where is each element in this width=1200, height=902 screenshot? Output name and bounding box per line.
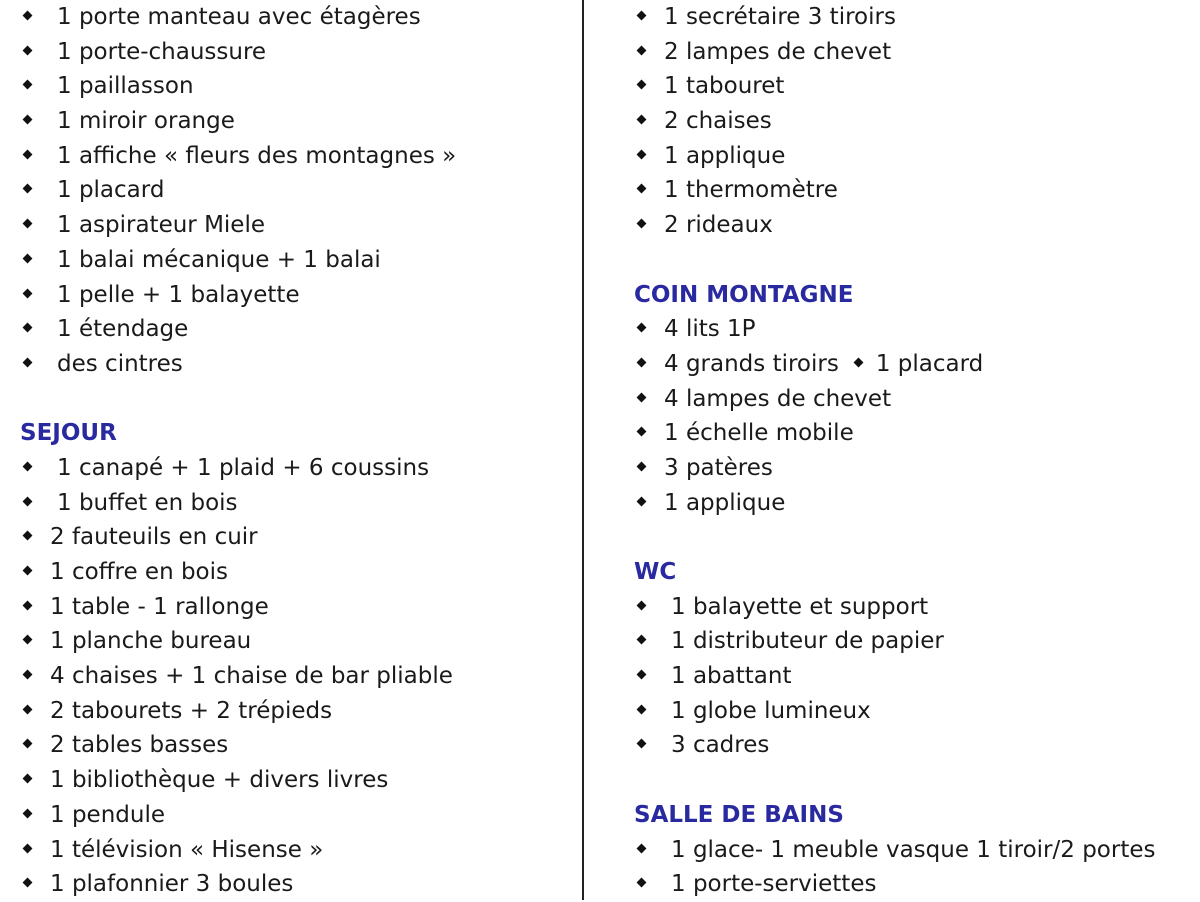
item-text: 1 placard xyxy=(875,350,984,377)
bullet-icon xyxy=(23,357,33,367)
list-item xyxy=(634,382,1194,417)
section-heading-salle-de-bains: SALLE DE BAINS xyxy=(634,801,844,828)
item-text: 1 porte-serviettes xyxy=(671,871,877,898)
item-text: 3 patères xyxy=(664,454,773,481)
item-text: 2 rideaux xyxy=(664,212,773,239)
list-item xyxy=(20,69,575,104)
bullet-icon xyxy=(23,11,33,21)
bullet-icon xyxy=(23,878,33,888)
list-item xyxy=(20,728,575,763)
item-text: 1 balayette et support xyxy=(671,593,929,620)
list-item xyxy=(20,0,575,35)
list-item xyxy=(634,208,1194,243)
bullet-icon xyxy=(23,704,33,714)
bullet-icon xyxy=(23,496,33,506)
item-text: 2 tables basses xyxy=(50,732,229,759)
list-item xyxy=(634,659,1194,694)
bullet-icon xyxy=(637,739,647,749)
list-item xyxy=(634,0,1194,35)
section-heading-wc: WC xyxy=(634,559,677,585)
bullet-icon xyxy=(23,323,33,333)
bullet-icon xyxy=(637,149,647,159)
entree-list xyxy=(20,0,575,382)
list-item xyxy=(20,35,575,70)
list-item xyxy=(20,208,575,243)
item-text: 1 planche bureau xyxy=(50,628,252,655)
section-gap xyxy=(634,763,1194,798)
list-item xyxy=(20,139,575,174)
bullet-icon xyxy=(23,774,33,784)
sejour-list xyxy=(20,451,575,902)
bullet-icon xyxy=(637,635,647,645)
bullet-icon xyxy=(23,566,33,576)
list-item xyxy=(634,867,1194,902)
item-text: 1 distributeur de papier xyxy=(671,628,944,655)
item-text: 4 chaises + 1 chaise de bar pliable xyxy=(50,663,453,690)
item-text: 1 porte-chaussure xyxy=(57,38,267,65)
list-item xyxy=(20,590,575,625)
item-text: 1 placard xyxy=(57,177,165,204)
bullet-icon xyxy=(637,704,647,714)
bullet-icon xyxy=(23,670,33,680)
bullet-icon xyxy=(23,288,33,298)
bullet-icon xyxy=(637,323,647,333)
bullet-icon xyxy=(637,843,647,853)
bullet-icon xyxy=(637,427,647,437)
bullet-icon xyxy=(23,149,33,159)
list-item xyxy=(634,35,1194,70)
list-item xyxy=(20,347,575,382)
section-gap xyxy=(20,382,575,417)
list-item xyxy=(634,173,1194,208)
list-item xyxy=(634,624,1194,659)
item-text: 1 étendage xyxy=(57,316,189,343)
item-text: 1 abattant xyxy=(671,663,792,690)
item-text: 1 miroir orange xyxy=(57,108,235,135)
list-item xyxy=(20,173,575,208)
bullet-icon xyxy=(637,80,647,90)
bullet-icon xyxy=(23,600,33,610)
bullet-icon xyxy=(637,670,647,680)
bullet-icon xyxy=(637,600,647,610)
item-text: 2 chaises xyxy=(664,108,772,135)
list-item xyxy=(20,104,575,139)
bullet-icon xyxy=(23,739,33,749)
bullet-icon xyxy=(23,461,33,471)
salle-de-bains-list xyxy=(634,833,1194,902)
bullet-icon xyxy=(23,45,33,55)
list-item xyxy=(20,451,575,486)
list-item xyxy=(20,798,575,833)
list-item xyxy=(20,763,575,798)
item-text: 1 buffet en bois xyxy=(57,489,238,516)
item-text: 1 paillasson xyxy=(57,73,194,100)
bullet-icon xyxy=(637,392,647,402)
list-item xyxy=(634,728,1194,763)
wc-list xyxy=(634,590,1194,763)
list-item xyxy=(20,312,575,347)
bullet-icon xyxy=(637,496,647,506)
item-text: 1 affiche « fleurs des montagnes » xyxy=(57,142,457,169)
item-text: 1 télévision « Hisense » xyxy=(50,836,324,863)
item-text: 1 plafonnier 3 boules xyxy=(50,871,294,898)
item-text: 1 thermomètre xyxy=(664,177,838,204)
item-text: 1 glace- 1 meuble vasque 1 tiroir/2 portes xyxy=(671,836,1156,863)
item-text: 1 applique xyxy=(664,489,786,516)
list-item xyxy=(634,69,1194,104)
bullet-icon xyxy=(23,635,33,645)
section-heading-coin-montagne: COIN MONTAGNE xyxy=(634,281,854,308)
item-text: 1 canapé + 1 plaid + 6 coussins xyxy=(57,454,430,481)
list-item xyxy=(634,486,1194,521)
item-text: 4 lits 1P xyxy=(664,316,756,343)
bullet-icon xyxy=(23,80,33,90)
item-text: 1 tabouret xyxy=(664,73,785,100)
column-divider xyxy=(582,0,584,900)
item-text: 3 cadres xyxy=(671,732,770,759)
item-text: des cintres xyxy=(57,350,183,377)
list-item xyxy=(634,347,1194,382)
item-text: 1 bibliothèque + divers livres xyxy=(50,767,389,794)
section-gap xyxy=(634,520,1194,555)
bullet-icon xyxy=(853,357,863,367)
bullet-icon xyxy=(637,357,647,367)
item-text: 1 pendule xyxy=(50,801,165,828)
bullet-icon xyxy=(637,11,647,21)
section-gap xyxy=(634,243,1194,278)
bullet-icon xyxy=(637,461,647,471)
list-item xyxy=(20,659,575,694)
item-text: 4 lampes de chevet xyxy=(664,385,892,412)
item-text: 2 tabourets + 2 trépieds xyxy=(50,697,333,724)
item-text: 1 porte manteau avec étagères xyxy=(57,4,421,30)
list-item xyxy=(634,833,1194,868)
right-column xyxy=(634,0,1194,902)
list-item xyxy=(20,278,575,313)
item-text: 2 fauteuils en cuir xyxy=(50,524,258,551)
item-text: 1 table - 1 rallonge xyxy=(50,593,269,620)
section-heading-sejour: SEJOUR xyxy=(20,420,117,447)
item-text: 1 pelle + 1 balayette xyxy=(57,281,300,308)
bullet-icon xyxy=(23,843,33,853)
list-item xyxy=(634,694,1194,729)
item-text: 1 coffre en bois xyxy=(50,559,229,585)
bullet-icon xyxy=(637,219,647,229)
item-text: 2 lampes de chevet xyxy=(664,38,892,65)
list-item xyxy=(20,624,575,659)
left-column xyxy=(20,0,575,902)
bullet-icon xyxy=(637,45,647,55)
bullet-icon xyxy=(23,531,33,541)
bedroom-list xyxy=(634,0,1194,243)
list-item xyxy=(634,590,1194,625)
bullet-icon xyxy=(23,808,33,818)
bullet-icon xyxy=(637,878,647,888)
list-item xyxy=(20,833,575,868)
list-item xyxy=(634,312,1194,347)
item-text: 1 aspirateur Miele xyxy=(57,212,265,239)
bullet-icon xyxy=(637,184,647,194)
list-item xyxy=(634,104,1194,139)
item-text: 1 applique xyxy=(664,142,786,169)
bullet-icon xyxy=(637,115,647,125)
bullet-icon xyxy=(23,115,33,125)
item-text: 4 grands tiroirs xyxy=(664,350,839,377)
list-item xyxy=(20,520,575,555)
item-text: 1 échelle mobile xyxy=(664,420,854,447)
coin-montagne-list xyxy=(634,312,1194,520)
bullet-icon xyxy=(23,184,33,194)
item-text: 1 balai mécanique + 1 balai xyxy=(57,246,381,273)
list-item xyxy=(20,486,575,521)
item-text: 1 secrétaire 3 tiroirs xyxy=(664,4,896,30)
bullet-icon xyxy=(23,219,33,229)
list-item xyxy=(20,694,575,729)
list-item xyxy=(634,451,1194,486)
bullet-icon xyxy=(23,253,33,263)
list-item xyxy=(634,416,1194,451)
item-text: 1 globe lumineux xyxy=(671,697,871,724)
list-item xyxy=(634,139,1194,174)
list-item xyxy=(20,243,575,278)
list-item xyxy=(20,867,575,902)
list-item xyxy=(20,555,575,590)
